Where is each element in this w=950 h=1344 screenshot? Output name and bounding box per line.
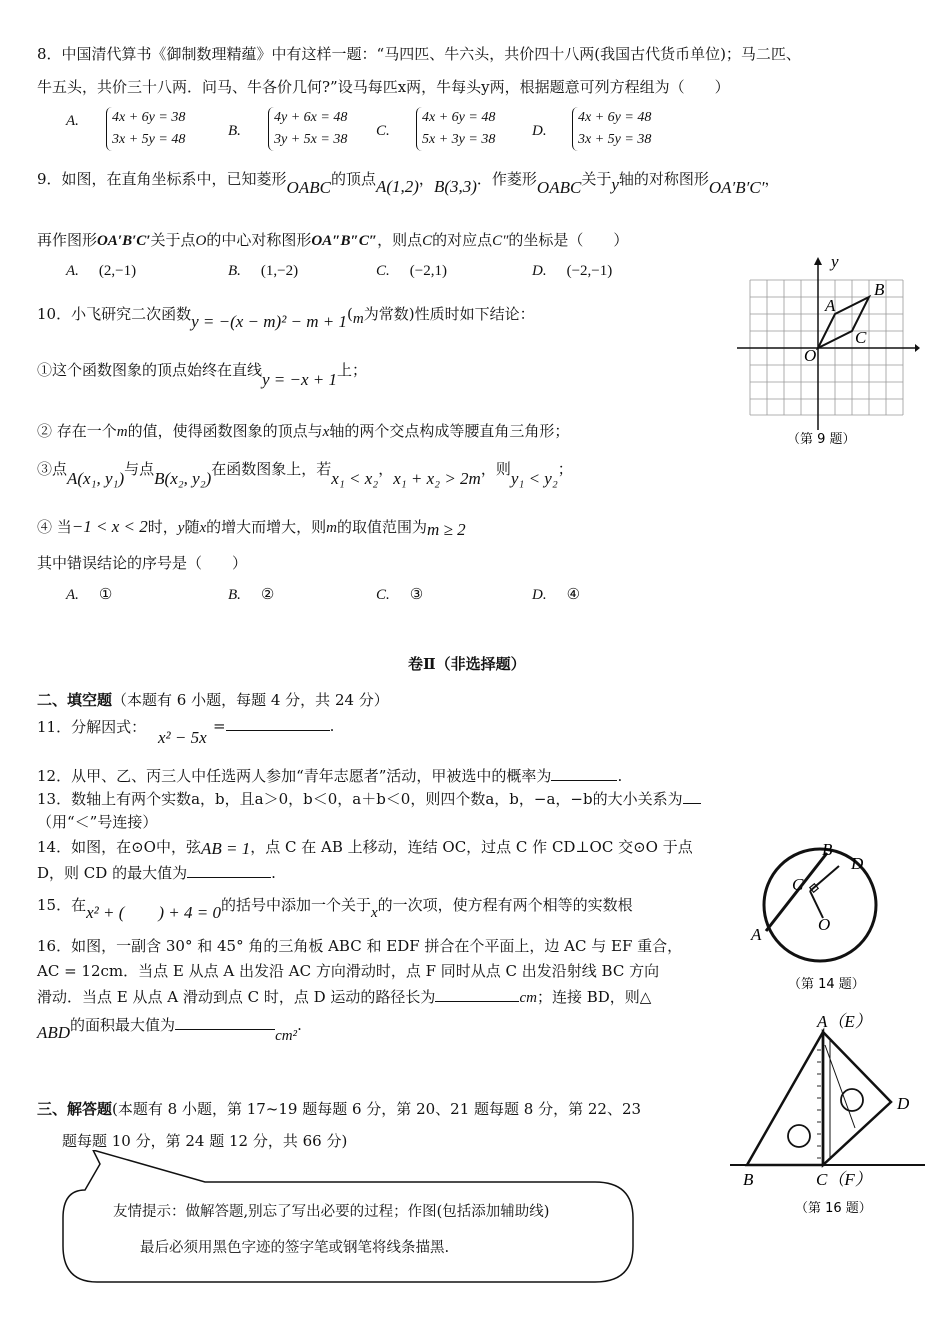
label-c: C	[855, 328, 867, 347]
label-b: B	[743, 1170, 754, 1189]
label-a: A	[825, 296, 836, 315]
q8-option-c[interactable]	[376, 121, 390, 140]
label-o: O	[804, 346, 817, 365]
option-label: D.	[532, 123, 547, 139]
label-c: C	[792, 875, 804, 894]
option-label: A.	[66, 113, 79, 129]
label-a-e: A（E）	[817, 1012, 872, 1031]
equation: 4y + 6x = 48	[274, 110, 348, 125]
q16-line2: AC = 12cm．当点 E 从点 A 出发沿 AC 方向滑动时，点 F 同时从点 C 出发沿射线 BC 方向	[37, 962, 660, 980]
option-c[interactable]: C. ③	[376, 587, 424, 603]
q11-expr: x² − 5x	[158, 728, 207, 747]
q14-line2: D，则 CD 的最大值为 .	[37, 864, 276, 882]
option-c[interactable]: C. (−2,1)	[376, 263, 447, 279]
figure-16-caption: （第 16 题）	[795, 1201, 872, 1216]
label-b: B	[874, 280, 885, 299]
label-y: y	[831, 255, 839, 271]
q8-option-d[interactable]	[532, 121, 547, 140]
equation: 5x + 3y = 38	[422, 132, 496, 147]
q8-line1: 8．中国清代算书《御制数理精蕴》中有这样一题：“马四匹、牛六头，共价四十八两(我国古代货币单位)；马二匹、	[37, 45, 801, 63]
equation: 3x + 5y = 38	[578, 132, 652, 147]
triangle-abc	[747, 1032, 823, 1165]
q10-ask: 其中错误结论的序号是（ ）	[37, 554, 248, 572]
part2-title: 卷Ⅱ（非选择题）	[408, 655, 526, 673]
option-label: C.	[376, 123, 390, 139]
q13-answer-blank[interactable]	[683, 789, 701, 804]
q11-answer-blank[interactable]	[226, 716, 330, 731]
q8-line2: 牛五头，共价三十八两．问马、牛各价几何?”设马每匹x两，牛每头y两，根据题意可列方程组为（ ）	[37, 78, 730, 96]
label-c-f: C（F）	[816, 1170, 872, 1189]
q16-line1: 16．如图，一副含 30° 和 45° 角的三角板 ABC 和 EDF 拼合在个平面上，边 AC 与 EF 重合，	[37, 937, 683, 955]
segment-oc	[810, 891, 823, 918]
option-b[interactable]: B. ②	[228, 587, 275, 603]
label-d: D	[851, 854, 864, 873]
figure-14-caption: （第 14 题）	[788, 977, 865, 992]
equation: 4x + 6y = 38	[112, 110, 186, 125]
q16-area-blank[interactable]	[175, 1015, 275, 1030]
equation: 4x + 6y = 48	[422, 110, 496, 125]
q10-conclusion-1: ①这个函数图象的顶点始终在直线y = −x + 1上；	[37, 361, 368, 389]
q16-line3: 滑动．当点 E 从点 A 滑动到点 C 时，点 D 运动的路径长为 cm；连接 BD，则△	[37, 988, 652, 1006]
q10-conclusion-2: ② 存在一个m的值，使得函数图象的顶点与x轴的两个交点构成等腰直角三角形；	[37, 422, 570, 440]
option-label: B.	[228, 123, 241, 139]
option-a[interactable]: A. (2,−1)	[66, 263, 137, 279]
q9-line2: 再作图形OA′B′C′关于点O的中心对称图形OA″B″C″，则点C的对应点C″的坐标是（ ）	[37, 231, 629, 249]
q8-system-b	[268, 107, 347, 151]
tip-line2: 最后必须用黑色字迹的签字笔或钢笔将线条描黑.	[140, 1240, 450, 1256]
equation: 4x + 6y = 48	[578, 110, 652, 125]
figure-16-triangles	[725, 1010, 925, 1225]
q8-system-a	[106, 107, 185, 151]
option-d[interactable]: D. ④	[532, 587, 581, 603]
option-b[interactable]: B. (1,−2)	[228, 263, 299, 279]
q13-line1: 13．数轴上有两个实数a，b，且a＞0，b＜0，a＋b＜0，则四个数a，b，−a，−b的大小关系为	[37, 788, 701, 809]
tip-line1: 友情提示：做解答题,别忘了写出必要的过程；作图(包括添加辅助线)	[113, 1204, 550, 1220]
q15: 15．在x² + ( ) + 4 = 0的括号中添加一个关于x的一次项，使方程有两个相等的实数根	[37, 896, 633, 922]
figure-9-coordinate-graph	[735, 255, 920, 450]
label-d: D	[897, 1094, 910, 1113]
q14-line1: 14．如图，在⊙O中，弦AB = 1，点 C 在 AB 上移动，连结 OC，过点 C 作 CD⊥OC 交⊙O 于点	[37, 838, 693, 858]
section2-header: 二、填空题（本题有 6 小题，每题 4 分，共 24 分）	[37, 691, 389, 709]
q10-line1: 10．小飞研究二次函数y = −(x − m)² − m + 1(m为常数)性质时如下结论：	[37, 305, 535, 331]
label-o: O	[818, 915, 831, 934]
equation: 3y + 5x = 38	[274, 132, 348, 147]
figure-9-caption: （第 9 题）	[787, 432, 856, 447]
q16-line4: ABD的面积最大值为cm².	[37, 1016, 302, 1044]
q14-answer-blank[interactable]	[187, 863, 271, 878]
option-d[interactable]: D. (−2,−1)	[532, 263, 613, 279]
q11-answer: = .	[213, 717, 335, 735]
q9-line1: 9．如图，在直角坐标系中，已知菱形OABC的顶点A(1,2)，B(3,3)．作菱形OABC关于y轴的对称图形OA′B′C′，	[37, 170, 780, 197]
q16-path-blank[interactable]	[435, 987, 519, 1002]
q13-line2: （用“＜”号连接）	[37, 813, 158, 831]
q10-conclusion-3: ③点A(x₁, y₁)与点B(x₂, y₂)在函数图象上，若x₁ < x₂，x₁ + x₂ > 2m，则y₁ < y₂；	[37, 460, 573, 488]
label-a: A	[751, 925, 762, 944]
q11: 11．分解因式：	[37, 718, 147, 736]
q8-option-a[interactable]	[66, 111, 79, 130]
q8-option-b[interactable]	[228, 121, 241, 140]
q8-system-c	[416, 107, 495, 151]
option-a[interactable]: A. ①	[66, 587, 113, 603]
label-b: B	[822, 840, 833, 859]
section3-note2: 题每题 10 分，第 24 题 12 分，共 66 分)	[62, 1132, 348, 1150]
q8-system-d	[572, 107, 651, 151]
equation: 3x + 5y = 48	[112, 132, 186, 147]
q10-conclusion-4: ④ 当−1 < x < 2时，y随x的增大而增大，则m的取值范围为m ≥ 2	[37, 517, 466, 539]
q12: 12．从甲、乙、丙三人中任选两人参加“青年志愿者”活动，甲被选中的概率为 .	[37, 767, 623, 785]
section3-header: 三、解答题(本题有 8 小题，第 17~19 题每题 6 分，第 20、21 题每题 8 分，第 22、23	[37, 1100, 642, 1118]
triangle-edf	[823, 1032, 891, 1165]
q12-answer-blank[interactable]	[551, 766, 617, 781]
figure-14-circle	[748, 838, 923, 998]
